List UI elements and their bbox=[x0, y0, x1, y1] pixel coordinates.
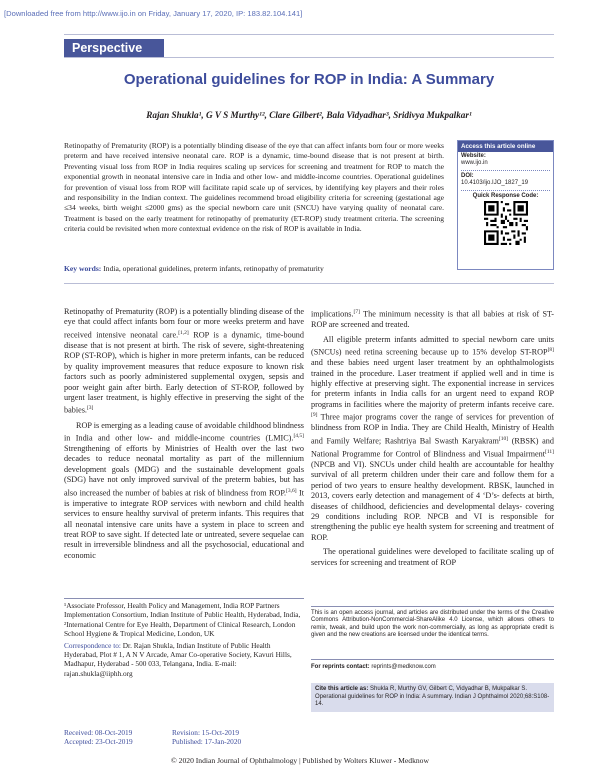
doi-value[interactable]: 10.4103/ijo.IJO_1827_19 bbox=[461, 180, 529, 187]
article-dates bbox=[64, 728, 304, 746]
citation-box: Cite this article as: Shukla R, Murthy GV, Gilbert C, Vidyadhar B, Mukpalkar S. Operational guidelines for ROP in India: A summary. Indian J Ophthalmol 2020;68:S108-14. bbox=[311, 683, 554, 712]
page-footer: © 2020 Indian Journal of Ophthalmology | Published by Wolters Kluwer - Medknow bbox=[171, 756, 429, 765]
date-revision: Revision: 15-Oct-2019 bbox=[172, 728, 240, 737]
doi-info bbox=[458, 172, 553, 189]
left-column bbox=[64, 307, 304, 561]
website-link[interactable]: www.ijo.in bbox=[461, 160, 488, 167]
website-info bbox=[458, 152, 553, 169]
author-list: Rajan Shukla¹, G V S Murthy¹², Clare Gilbert², Bala Vidyadhar³, Sridivya Mukpalkar¹ bbox=[146, 110, 472, 120]
abstract-end-rule bbox=[64, 283, 554, 284]
sidebox-divider bbox=[461, 170, 550, 171]
body-paragraph: Retinopathy of Prematurity (ROP) is a potentially blinding disease of the eye that could affect infants born four or more weeks preterm and have received intensive neonatal care.[1,2] ROP is a dynamic, time-bound disease that is not present at birth. The risk of severe, sight-threatening ROP (ST-ROP), which is higher in more preterm infants, can be reduced by quality improvement measures that reduce exposure to known risk factors such as poorly administered supplemental oxygen, sepsis and poor weight gain after birth. Early detection of ST-ROP, followed by urgent laser treatment, is highly effective in preserving the sight of the babies.[3] bbox=[64, 307, 304, 416]
body-paragraph: The operational guidelines were developed to facilitate scaling up of services for screening and treatment of ROP bbox=[311, 547, 554, 567]
access-online-box bbox=[457, 140, 554, 270]
cite-label: Cite this article as: bbox=[315, 686, 369, 692]
download-notice: [Downloaded free from http://www.ijo.in on Friday, January 17, 2020, IP: 183.82.104.141] bbox=[4, 9, 303, 18]
header-rule-bottom bbox=[64, 57, 554, 58]
correspondence: Correspondence to: Dr. Rajan Shukla, Indian Institute of Public Health Hyderabad, Plot # 1, A N V Arcade, Amar Co-operative Society, Kavuri Hills, Madhapur, Hyderabad - 500 033, Telangana, India. E-mail: rajan.shukla@iiphh.org bbox=[64, 640, 292, 678]
footnotes bbox=[64, 598, 304, 680]
header-rule bbox=[64, 34, 554, 35]
body-paragraph: implications.[7] The minimum necessity is that all babies at risk of ST-ROP are screened and treated. bbox=[311, 309, 554, 330]
website-label: Website: bbox=[461, 153, 486, 159]
keywords-label: Key words: bbox=[64, 264, 102, 273]
qr-label: Quick Response Code: bbox=[472, 192, 539, 199]
date-published: Published: 17-Jan-2020 bbox=[172, 737, 242, 746]
correspondence-label: Correspondence to: bbox=[64, 640, 121, 650]
right-column bbox=[311, 307, 554, 568]
keywords bbox=[64, 264, 554, 274]
keywords-list: India, operational guidelines, preterm infants, retinopathy of prematurity bbox=[103, 264, 324, 273]
reprints-email[interactable]: reprints@medknow.com bbox=[369, 664, 436, 670]
body-paragraph: All eligible preterm infants admitted to special newborn care units (SNCUs) need retina screening because up to 15% develop ST-ROP[8] and these babies need urgent laser treatment by an ophthalmologists trained in the procedure. Laser treatment if applied well and in time is highly effective at preserving sight. The exponential increase in services for preterm infants in India calls for an urgent need to expand ROP programs in facilities where the majority of preterm infants receive care.[9] Three major programs cover the range of services for prevention of blindness from ROP in India. They are Child Health, Ministry of Health and Family Welfare; Rashtriya Bal Swasth Karyakram[10] (RBSK) and National Programme for Control of Blindness and Visual Impairment[11] (NPCB and VI). SNCUs under child health are accountable for healthy survival of all preterm children under their care and follow them for a period of two years to ensure healthy development. RBSK, launched in 2013, covers early detection and management of 4 ‘D’s- defects at birth, diseases of childhood, deficiencies and developmental delays- covering 29 conditions including ROP. NPCB and VI is responsible for strengthening the public eye health system for screening and treatment of ROP. bbox=[311, 334, 554, 542]
reprints-contact bbox=[311, 659, 554, 670]
qr-code-icon bbox=[484, 201, 528, 245]
article-title: Operational guidelines for ROP in India: A Summary bbox=[123, 71, 495, 88]
license-text: This is an open access journal, and articles are distributed under the terms of the Creative Commons Attribution-NonCommercial-ShareAlike 4.0 License, which allows others to remix, tweak, and build upon the work non-commercially, as long as appropriate credit is given and the new creations are licensed under the identical terms. bbox=[311, 606, 554, 640]
section-tag: Perspective bbox=[64, 39, 164, 57]
date-accepted: Accepted: 23-Oct-2019 bbox=[64, 737, 133, 746]
access-online-header: Access this article online bbox=[458, 141, 553, 152]
sidebox-divider bbox=[461, 190, 550, 191]
date-received: Received: 08-Oct-2019 bbox=[64, 728, 133, 737]
affiliations: ¹Associate Professor, Health Policy and Management, India ROP Partners Implementation Consortium, Indian Institute of Public Health, Hyderabad, India, ²International Centre for Eye Health, Department of Clinical Research, London School Hygiene & Tropical Medicine, London, UK bbox=[64, 601, 301, 639]
doi-label: DOI: bbox=[461, 172, 474, 179]
reprints-label: For reprints contact: bbox=[311, 664, 370, 670]
body-paragraph: ROP is emerging as a leading cause of avoidable childhood blindness in India and other low- and middle-income countries (LMIC).[4,5] Strengthening of efforts by Ministries of Health over the last two decades to reduce neonatal mortality as part of the millennium development goals (MDG) and the sustainable development goals (SDG) have not only improved survival of the preterm babies, but has also increased the number of babies at risk of blindness from ROP.[3,6] It is imperative to integrate ROP services with newborn and child health services to ensure healthy survival of preterm infants. This requires that all neonatal intensive care units have a system in place to screen and treat ROP to save sight. If detected late or untreated, severe sequelae can result in irreversible blindness and all the psychosocial, educational and economic bbox=[64, 420, 304, 560]
abstract: Retinopathy of Prematurity (ROP) is a potentially blinding disease of the eye that can affect infants born four or more weeks preterm and have received intensive neonatal care. ROP is a dynamic, time-bound disease that is not present at birth. Preventing visual loss from ROP in India requires scaling up services for screening and treatment for ROP to match the exponential growth in neonatal intensive care in India and other low- and middle-income countries. Operational guidelines for prevention of visual loss from ROP will facilitate rapid scale up of services, by identifying key players and their roles and responsibility in the Indian context. The guidelines recommend broad eligibility criteria for screening (gestational age ≤34 weeks, birth weight ≤2000 gms) as the special newborn care unit (SNCU) have varying quality of neonatal care. Treatment is based on the early treatment for retinopathy of prematurity (ET-ROP) study treatment criteria. The screening criteria could be revisited when more contextual evidence on the risk of ROP is available in India. bbox=[64, 141, 444, 234]
